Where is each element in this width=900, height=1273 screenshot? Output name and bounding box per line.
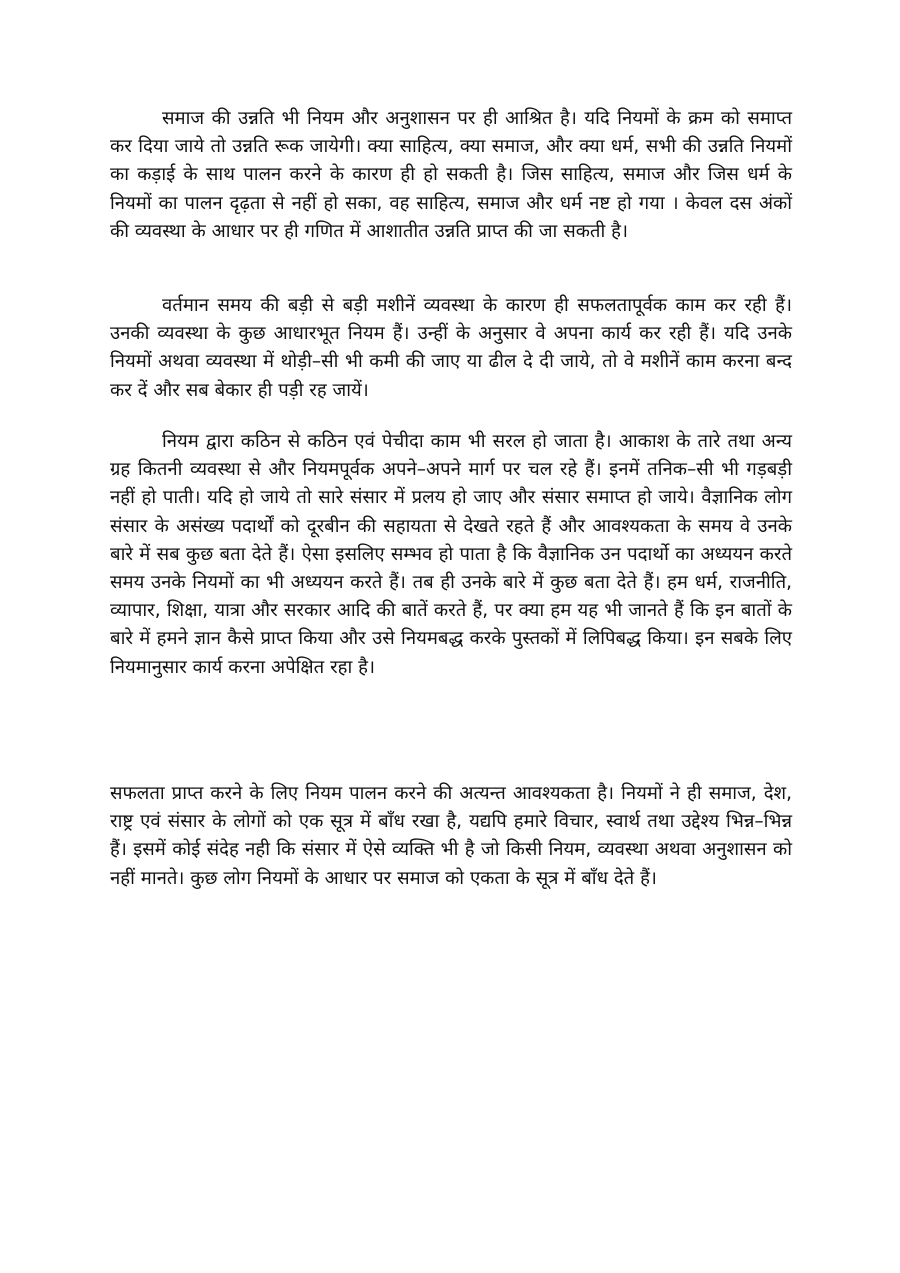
paragraph-success-rules: सफलता प्राप्त करने के लिए नियम पालन करने की अत्यन्त आवश्यकता है। नियमों ने ही समाज, देश, राष्ट्र एवं संसार के लोगों को एक सूत्र में बाँध रखा है, यद्यपि हमारे विचार, स्वार्थ तथा उद्देश्य भिन्न–भिन्न हैं। इसमें कोई संदेह नही कि संसार में ऐसे व्यक्ति भी है जो किसी नियम, व्यवस्था अथवा अनुशासन को नहीं मानते। कुछ लोग नियमों के आधार पर समाज को एकता के सूत्र में बाँध देते हैं। — [110, 783, 792, 889]
paragraph-rules-simplify: नियम द्वारा कठिन से कठिन एवं पेचीदा काम भी सरल हो जाता है। आकाश के तारे तथा अन्य ग्रह कितनी व्यवस्था से और नियमपूर्वक अपने–अपने मार्ग पर चल रहे हैं। इनमें तनिक–सी भी गड़बड़ी नहीं हो पाती। यदि हो जाये तो सारे संसार में प्रलय हो जाए और संसार समाप्त हो जाये। वैज्ञानिक लोग संसार के असंख्य पदार्थों को दूरबीन की सहायता से देखते रहते हैं और आवश्यकता के समय वे उनके बारे में सब कुछ बता देते हैं। ऐसा इसलिए सम्भव हो पाता है कि वैज्ञानिक उन पदार्थो का अध्ययन करते समय उनके नियमों का भी अध्ययन करते हैं। तब ही उनके बारे में कुछ बता देते हैं। हम धर्म, राजनीति, व्यापार, शिक्षा, यात्रा और सरकार आदि की बातें करते हैं, पर क्या हम यह भी जानते हैं कि इन बातों के बारे में हमने ज्ञान कैसे प्राप्त किया और उसे नियमबद्ध करके पुस्तकों में लिपिबद्ध किया। इन सबके लिए नियमानुसार कार्य करना अपेक्षित रहा है। — [110, 431, 792, 678]
paragraph-society-progress: समाज की उन्नति भी नियम और अनुशासन पर ही आश्रित है। यदि नियमों के क्रम को समाप्त कर दिया जाये तो उन्नति रूक जायेगी। क्या साहित्य, क्या समाज, और क्या धर्म, सभी की उन्नति नियमों का कड़ाई के साथ पालन करने के कारण ही हो सकती है। जिस साहित्य, समाज और जिस धर्म के नियमों का पालन दृढ़ता से नहीं हो सका, वह साहित्य, समाज और धर्म नष्ट हो गया । केवल दस अंकों की व्यवस्था के आधार पर ही गणित में आशातीत उन्नति प्राप्त की जा सकती है। — [110, 108, 792, 242]
paragraph-machines-system: वर्तमान समय की बड़ी से बड़ी मशीनें व्यवस्था के कारण ही सफलतापूर्वक काम कर रही हैं। उनकी व्यवस्था के कुछ आधारभूत नियम हैं। उन्हीं के अनुसार वे अपना कार्य कर रही हैं। यदि उनके नियमों अथवा व्यवस्था में थोड़ी–सी भी कमी की जाए या ढील दे दी जाये, तो वे मशीनें काम करना बन्द कर दें और सब बेकार ही पड़ी रह जायें। — [110, 295, 792, 401]
